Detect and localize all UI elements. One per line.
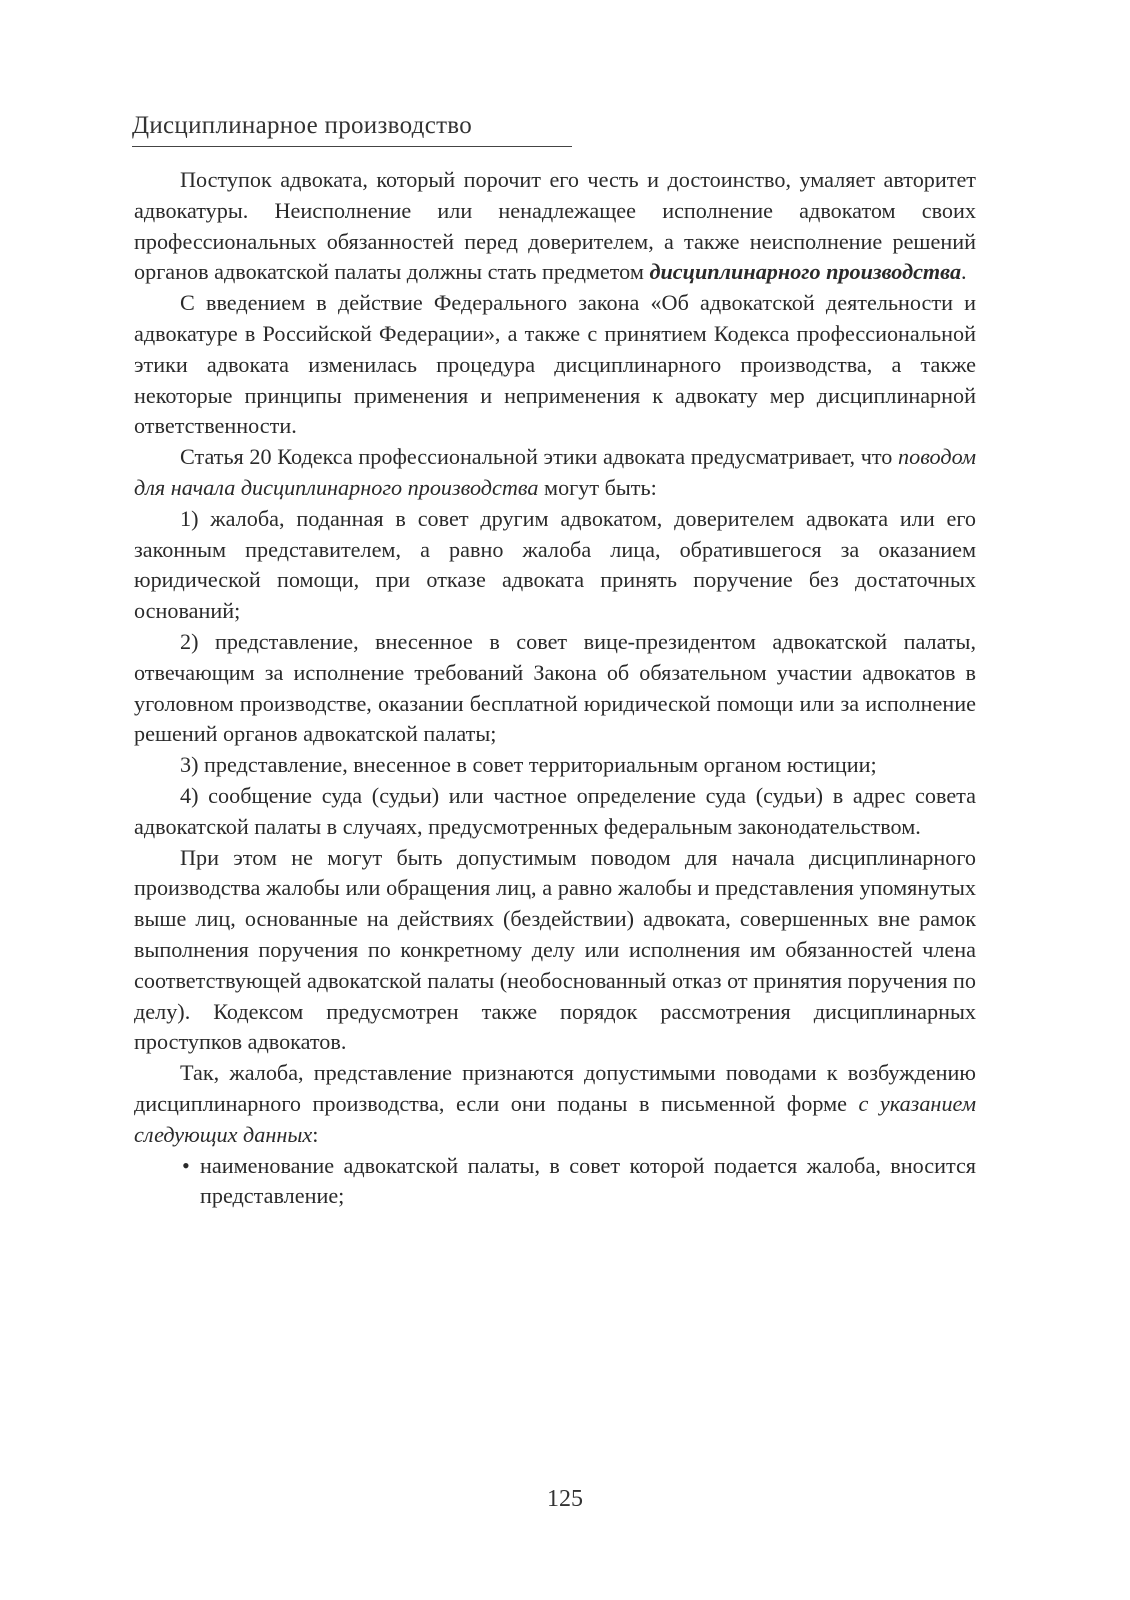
paragraph-1-text: Поступок адвоката, который порочит его честь и достоинство, умаляет авторитет адвокатуры. Неисполнение или ненадлежащее исполнение адвокатом своих профессиональных обязанностей перед доверителем, а также неисполнение решений органов адвокатской палаты должны стать предметом — [134, 167, 976, 285]
paragraph-1 — [134, 165, 976, 288]
paragraph-5-emphasis: с указанием следующих данных — [134, 1090, 976, 1147]
paragraph-4: При этом не могут быть допустимым поводом для начала дисциплинарного производства жалобы или обращения лиц, а равно жалобы и представления упомянутых выше лиц, основанные на действиях (бездействии) адвоката, совершенных вне рамок выполнения поручения по конкретному делу или исполнения им обязанностей члена соответствующей адвокатской палаты (необоснованный отказ от принятия поручения по делу). Кодексом предусмотрен также порядок рассмотрения дисциплинарных проступков адвокатов. — [134, 844, 976, 1055]
paragraph-1-emphasis: дисциплинарного производства — [649, 259, 962, 285]
paragraph-2: С введением в действие Федерального закона «Об адвокатской деятельности и адвокатуре в Российской Федерации», а также с принятием Кодекса профессиональной этики адвоката изменилась процедура дисциплинарного производства, а также некоторые принципы применения и неприменения к адвокату мер дисциплинарной ответственности. — [134, 290, 976, 439]
bullet-item-1 — [134, 1151, 976, 1213]
list-item-2: 2) представление, внесенное в совет вице-президентом адвокатской палаты, отвечающим за исполнение требований Закона об обязательном участии адвокатов в уголовном производстве, оказании бесплатной юридической помощи или за исполнение решений органов адвокатской палаты; — [134, 628, 976, 747]
paragraph-5-end: : — [312, 1121, 319, 1147]
bullet-icon: • — [182, 1152, 190, 1178]
paragraph-3 — [134, 442, 976, 504]
bullet-list — [134, 1151, 976, 1213]
page-number: 125 — [547, 1486, 583, 1512]
body-text — [134, 165, 976, 1212]
running-head-title: Дисциплинарное производство — [132, 110, 572, 147]
paragraph-3-emphasis: поводом для начала дисциплинарного производства — [134, 444, 976, 500]
list-item-1: 1) жалоба, поданная в совет другим адвокатом, доверителем адвоката или его законным представителем, а равно жалоба лица, обратившегося за оказанием юридической помощи, при отказе адвоката принять поручение без достаточных оснований; — [134, 505, 976, 624]
paragraph-3-text: Статья 20 Кодекса профессиональной этики адвоката предусматривает, что — [180, 444, 899, 470]
bullet-item-1-text: наименование адвокатской палаты, в совет которой подается жалоба, вносится представление; — [200, 1152, 976, 1209]
paragraph-3-end: могут быть: — [538, 474, 657, 500]
list-item-3: 3) представление, внесенное в совет территориальным органом юстиции; — [180, 752, 877, 778]
paragraph-1-end: . — [961, 259, 967, 285]
paragraph-5 — [134, 1058, 976, 1150]
paragraph-5-text: Так, жалоба, представление признаются допустимыми поводами к возбуждению дисциплинарного производства, если они поданы в письменной форме — [134, 1060, 976, 1116]
list-item-4: 4) сообщение суда (судьи) или частное определение суда (судьи) в адрес совета адвокатской палаты в случаях, предусмотренных федеральным законодательством. — [134, 782, 976, 839]
